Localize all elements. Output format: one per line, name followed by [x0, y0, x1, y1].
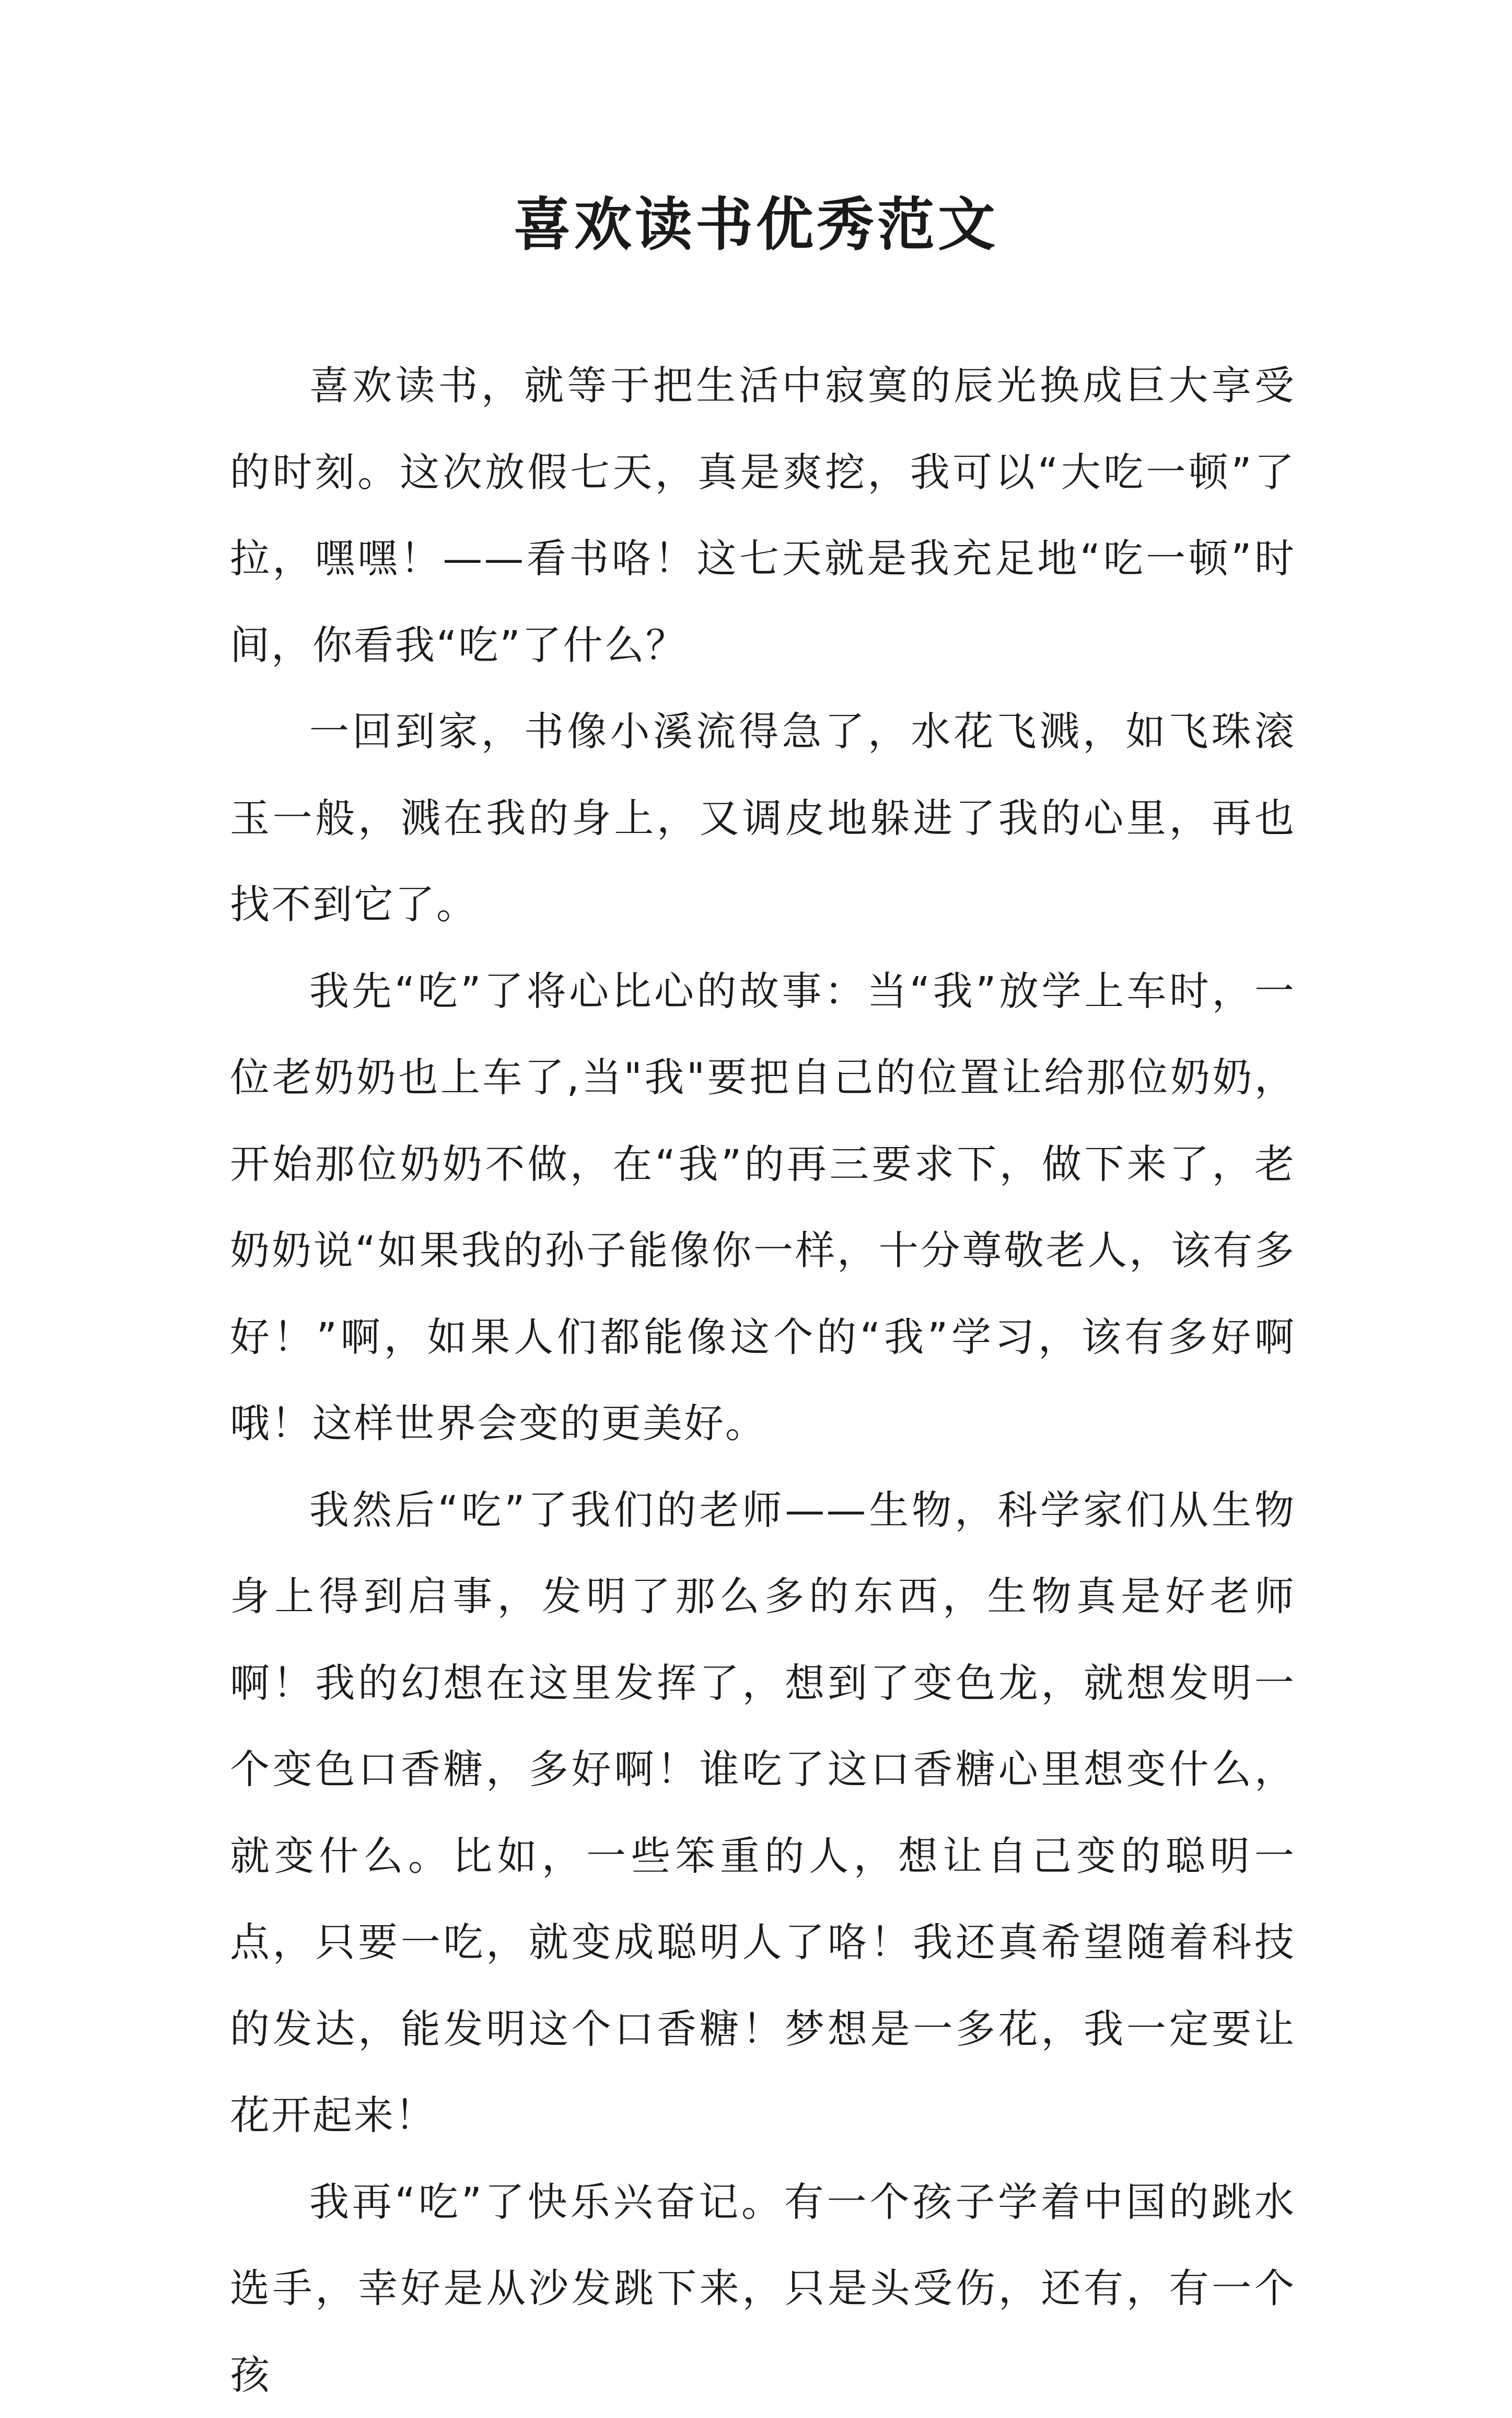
- paragraph: 我然后“吃”了我们的老师——生物，科学家们从生物身上得到启事，发明了那么多的东西，生物真是好老师啊！我的幻想在这里发挥了，想到了变色龙，就想发明一个变色口香糖，多好啊！谁吃了这口香糖心里想变什么，就变什么。比如，一些笨重的人，想让自己变的聪明一点，只要一吃，就变成聪明人了咯！我还真希望随着科技的发达，能发明这个口香糖！梦想是一多花，我一定要让花开起来！: [230, 1467, 1296, 2159]
- paragraph: 一回到家，书像小溪流得急了，水花飞溅，如飞珠滚玉一般，溅在我的身上，又调皮地躲进了我的心里，再也找不到它了。: [230, 688, 1296, 948]
- paragraph: 我先“吃”了将心比心的故事：当“我”放学上车时，一位老奶奶也上车了,当"我"要把自己的位置让给那位奶奶，开始那位奶奶不做，在“我”的再三要求下，做下来了，老奶奶说“如果我的孙子能像你一样，十分尊敬老人，该有多好！”啊，如果人们都能像这个的“我”学习，该有多好啊哦！这样世界会变的更美好。: [230, 948, 1296, 1467]
- article-body: [230, 342, 1296, 2418]
- paragraph: 喜欢读书，就等于把生活中寂寞的辰光换成巨大享受的时刻。这次放假七天，真是爽挖，我可以“大吃一顿”了拉，嘿嘿！——看书咯！这七天就是我充足地“吃一顿”时间，你看我“吃”了什么？: [230, 342, 1296, 688]
- page-title: 喜欢读书优秀范文: [0, 186, 1512, 264]
- paragraph: 我再“吃”了快乐兴奋记。有一个孩子学着中国的跳水选手，幸好是从沙发跳下来，只是头受伤，还有，有一个孩: [230, 2159, 1296, 2418]
